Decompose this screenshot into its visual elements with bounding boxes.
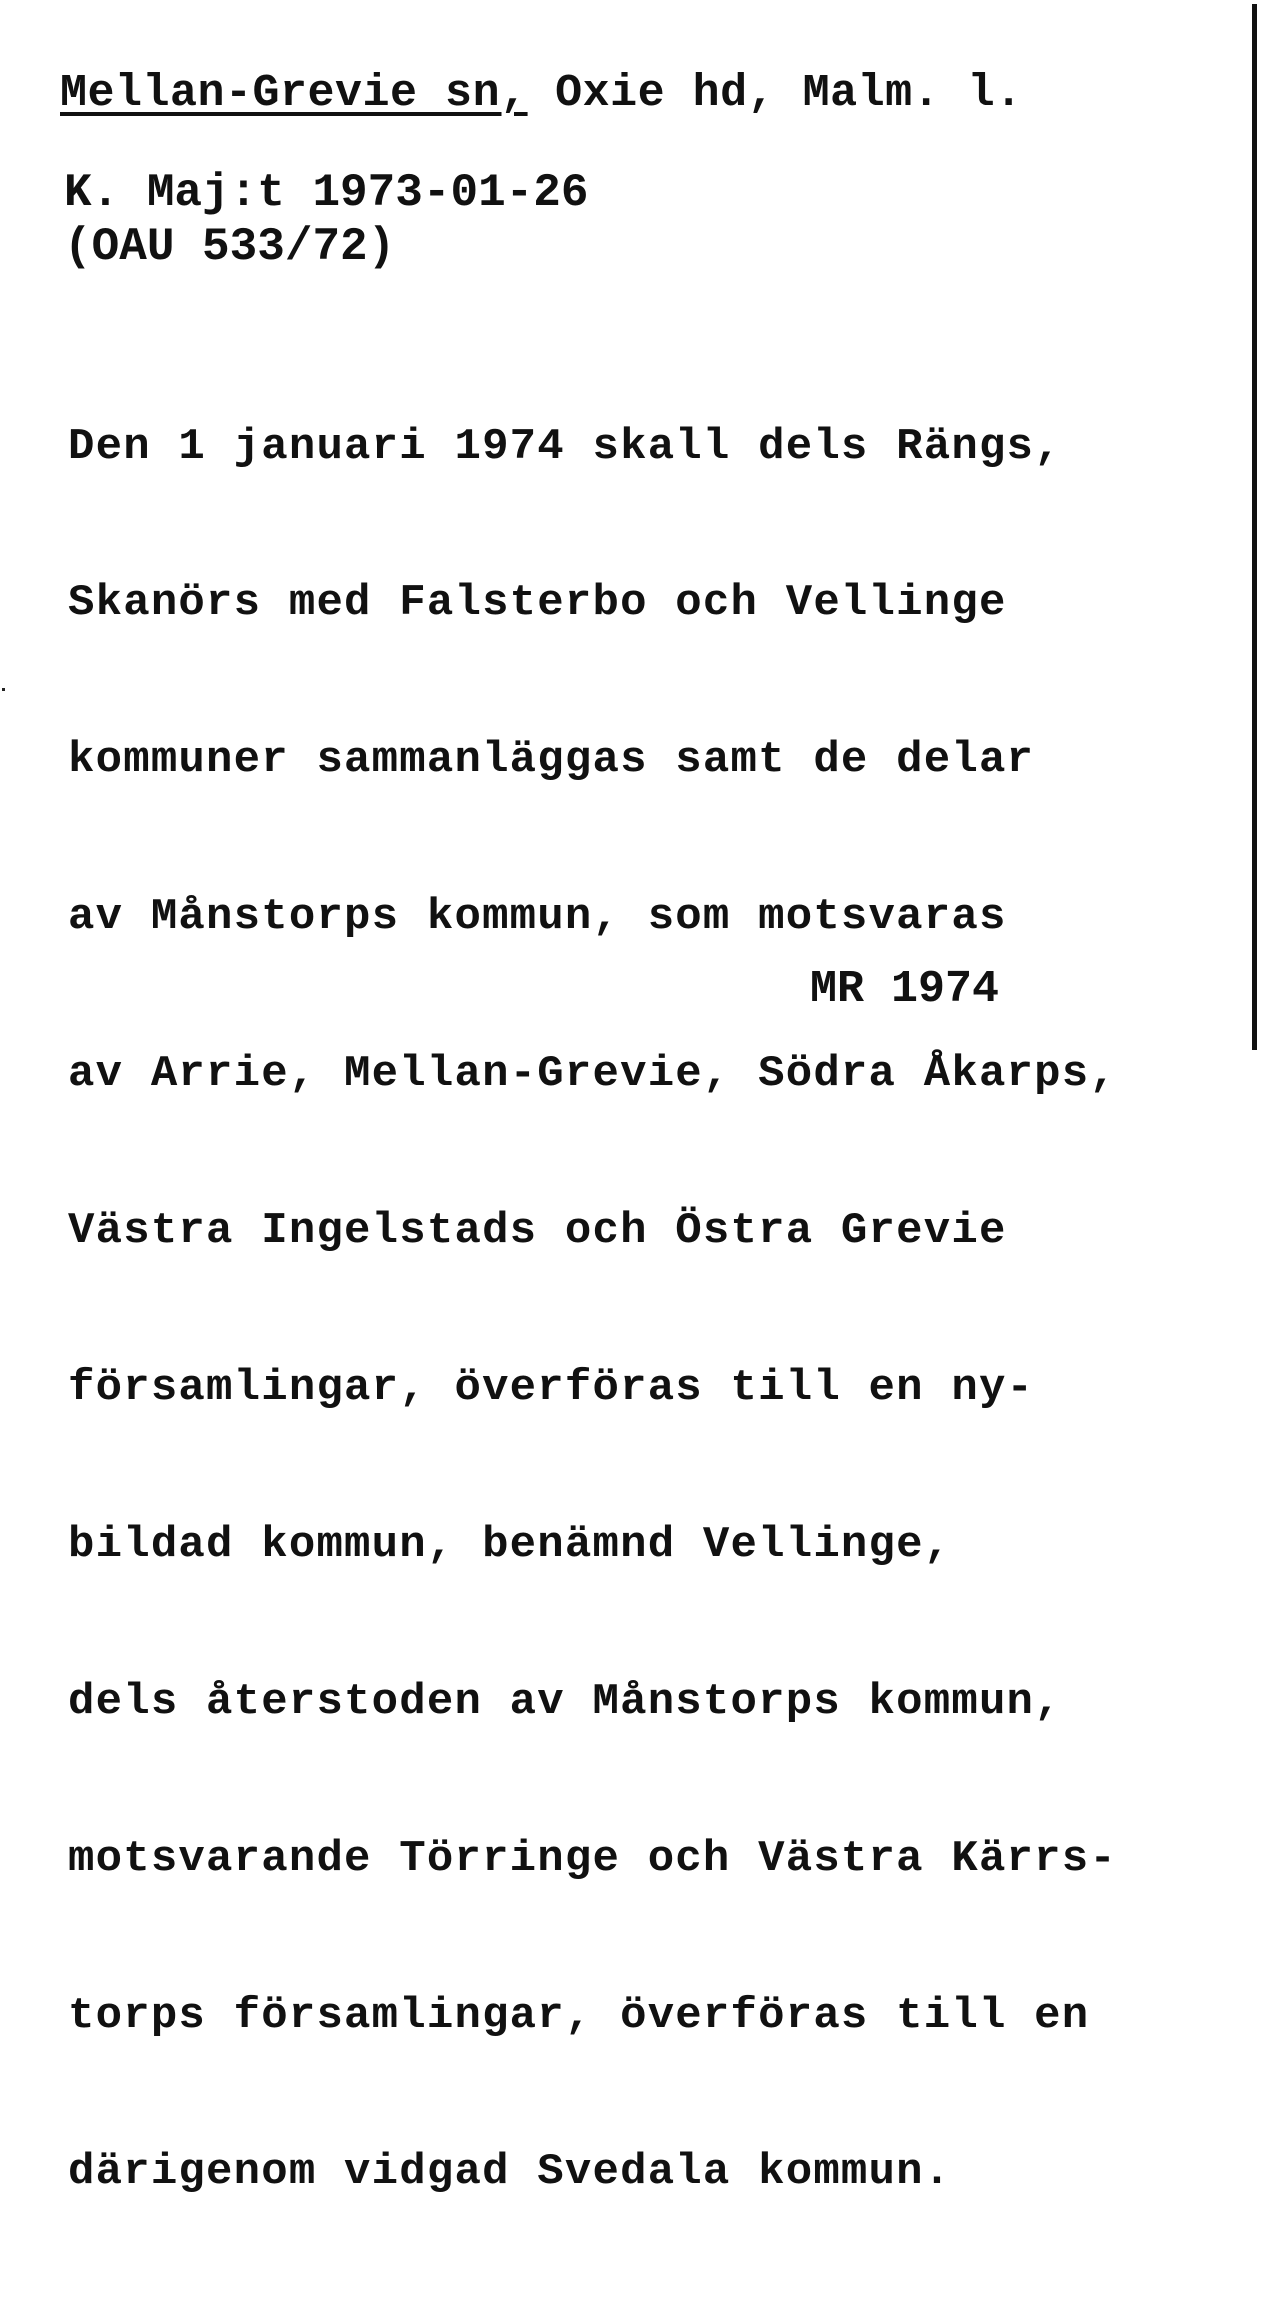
decision-reference: (OAU 533/72) [64, 221, 396, 273]
scan-speck [2, 688, 5, 691]
body-line: därigenom vidgad Svedala kommun. [68, 2147, 952, 2198]
body-line: motsvarande Törringe och Västra Kärrs- [68, 1833, 1117, 1884]
body-line: kommuner sammanläggas samt de delar [68, 735, 1035, 786]
body-line: av Månstorps kommun, som motsvaras [68, 892, 1007, 943]
body-line: dels återstoden av Månstorps kommun, [68, 1676, 1062, 1727]
signature: MR 1974 [810, 964, 1000, 1015]
body-line: av Arrie, Mellan-Grevie, Södra Åkarps, [68, 1049, 1117, 1100]
body-line: bildad kommun, benämnd Vellinge, [68, 1519, 952, 1570]
card-body-text [68, 316, 1117, 2303]
district-county: Oxie hd, Malm. l. [527, 68, 1023, 119]
body-line: Skanörs med Falsterbo och Vellinge [68, 578, 1007, 629]
decision-authority-date: K. Maj:t 1973-01-26 [64, 167, 589, 219]
card-right-edge [1252, 4, 1257, 1050]
body-line: Den 1 januari 1974 skall dels Rängs, [68, 421, 1062, 472]
parish-name: Mellan-Grevie sn, [60, 68, 528, 119]
body-line: Västra Ingelstads och Östra Grevie [68, 1206, 1007, 1257]
decision-block [64, 166, 589, 274]
body-line: församlingar, överföras till en ny- [68, 1362, 1035, 1413]
body-line: torps församlingar, överföras till en [68, 1990, 1090, 2041]
card-heading [60, 64, 1023, 124]
